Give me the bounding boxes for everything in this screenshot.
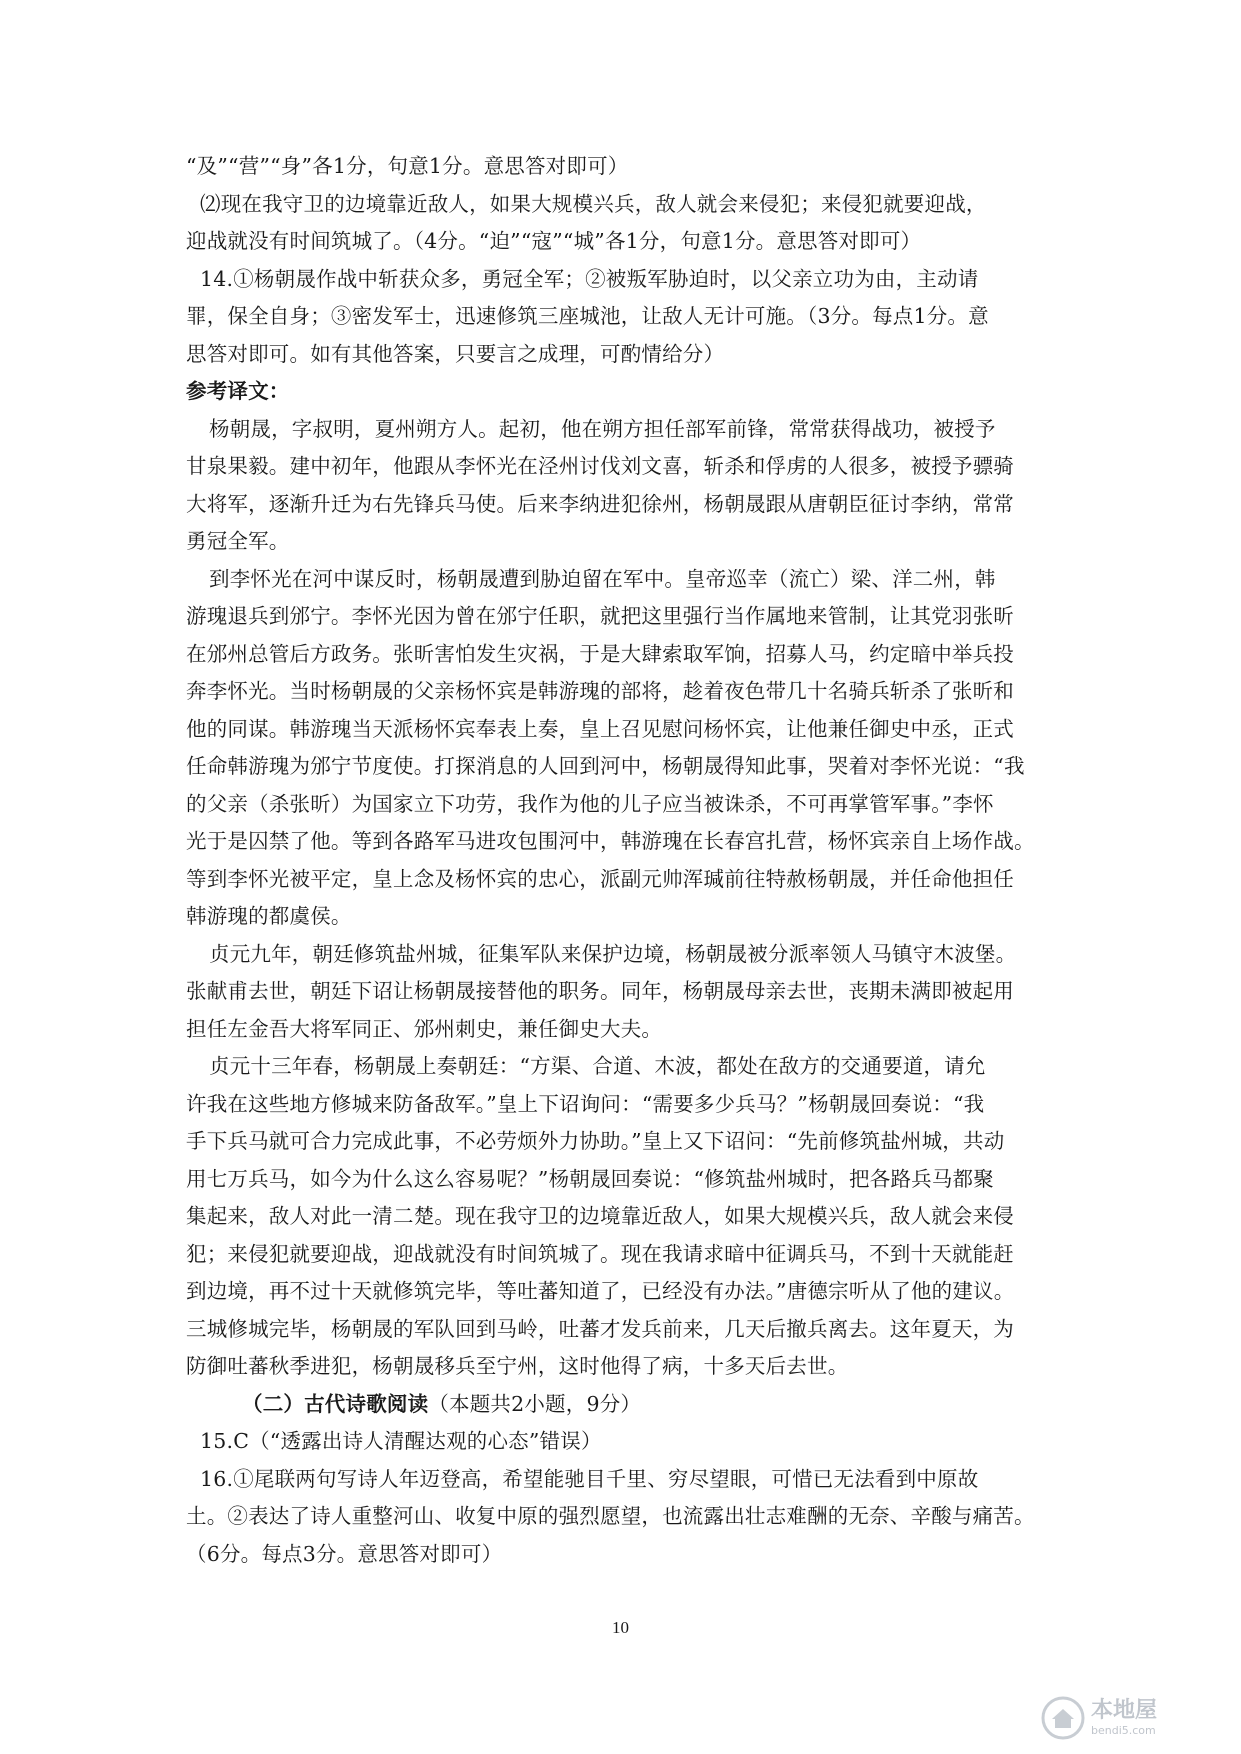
poetry-section-title	[186, 1386, 1066, 1424]
q13-item2-line: 迎战就没有时间筑城了。（4分。“迫”“寇”“城”各1分，句意1分。意思答对即可）	[186, 229, 922, 253]
translation-line: 手下兵马就可合力完成此事，不必劳烦外力协助。”皇上又下诏问：“先前修筑盐州城，共动	[186, 1129, 1005, 1153]
translation-line: 贞元十三年春，杨朝晟上奏朝廷：“方渠、合道、木波，都处在敌方的交通要道，请允	[209, 1054, 986, 1078]
translation-line: 三城修城完毕，杨朝晟的军队回到马岭，吐蕃才发兵前来，几天后撤兵离去。这年夏天，为	[186, 1316, 1014, 1341]
translation-line: 用七万兵马，如今为什么这么容易呢？”杨朝晟回奏说：“修筑盐州城时，把各路兵马都聚	[186, 1166, 994, 1191]
translation-line: 许我在这些地方修城来防备敌军。”皇上下诏询问：“需要多少兵马？”杨朝晟回奏说：“我	[186, 1091, 985, 1116]
page-number: 10	[612, 1618, 629, 1637]
q13-answer-line: “及”“营”“身”各1分，句意1分。意思答对即可）	[186, 154, 629, 178]
translation-line: 他的同谋。韩游瑰当天派杨怀宾奉表上奏，皇上召见慰问杨怀宾，让他兼任御史中丞，正式	[186, 716, 1014, 741]
translation-line: 到李怀光在河中谋反时，杨朝晟遭到胁迫留在军中。皇帝巡幸（流亡）梁、洋二州，韩	[209, 566, 996, 591]
translation-line: 杨朝晟，字叔明，夏州朔方人。起初，他在朔方担任部军前锋，常常获得战功，被授予	[209, 416, 996, 441]
watermark	[1041, 1690, 1221, 1746]
q14-answer-line: 罪，保全自身；③密发军士，迅速修筑三座城池，让敌人无计可施。（3分。每点1分。意	[186, 304, 989, 328]
translation-line: 任命韩游瑰为邠宁节度使。打探消息的人回到河中，杨朝晟得知此事，哭着对李怀光说：“我	[186, 754, 1025, 778]
q14-answer-line: 思答对即可。如有其他答案，只要言之成理，可酌情给分）	[186, 341, 725, 366]
house-logo-icon	[1041, 1696, 1085, 1740]
translation-line: 在邠州总管后方政务。张昕害怕发生灾祸，于是大肆索取军饷，招募人马，约定暗中举兵投	[186, 641, 1014, 666]
translation-line: 犯；来侵犯就要迎战，迎战就没有时间筑城了。现在我请求暗中征调兵马，不到十天就能赶	[186, 1241, 1014, 1266]
translation-line: 甘泉果毅。建中初年，他跟从李怀光在泾州讨伐刘文喜，斩杀和俘虏的人很多，被授予骠骑	[186, 454, 1014, 478]
q13-item2-line: ⑵现在我守卫的边境靠近敌人，如果大规模兴兵，敌人就会来侵犯；来侵犯就要迎战，	[200, 191, 987, 216]
translation-line: 集起来，敌人对此一清二楚。现在我守卫的边境靠近敌人，如果大规模兴兵，敌人就会来侵	[186, 1204, 1014, 1228]
translation-line: 担任左金吾大将军同正、邠州刺史，兼任御史大夫。	[186, 1016, 663, 1041]
translation-line: 勇冠全军。	[186, 529, 290, 553]
translation-line: 防御吐蕃秋季进犯，杨朝晟移兵至宁州，这时他得了病，十多天后去世。	[186, 1354, 849, 1378]
watermark-title: 本地屋	[1091, 1698, 1158, 1723]
translation-heading: 参考译文：	[186, 379, 290, 403]
translation-line: 大将军，逐渐升迁为右先锋兵马使。后来李纳进犯徐州，杨朝晟跟从唐朝臣征讨李纳，常常	[186, 491, 1014, 516]
translation-line: 到边境，再不过十天就修筑完毕，等吐蕃知道了，已经没有办法。”唐德宗听从了他的建议。	[186, 1279, 1015, 1303]
poetry-section-note: （本题共2小题，9分）	[428, 1391, 642, 1416]
translation-line: 奔李怀光。当时杨朝晟的父亲杨怀宾是韩游瑰的部将，趁着夜色带几十名骑兵斩杀了张昕和	[186, 679, 1014, 703]
translation-line: 的父亲（杀张昕）为国家立下功劳，我作为他的儿子应当被诛杀，不可再掌管军事。”李怀	[186, 791, 994, 816]
document-body	[186, 148, 1066, 1573]
translation-line: 光于是囚禁了他。等到各路军马进攻包围河中，韩游瑰在长春宫扎营，杨怀宾亲自上场作战。	[186, 829, 1035, 853]
q16-answer-line: 16.①尾联两句写诗人年迈登高，希望能驰目千里、穷尽望眼，可惜已无法看到中原故	[200, 1466, 979, 1491]
watermark-url: bendi5.com	[1091, 1724, 1156, 1737]
translation-line: 等到李怀光被平定，皇上念及杨怀宾的忠心，派副元帅浑瑊前往特赦杨朝晟，并任命他担任	[186, 866, 1014, 891]
q14-answer-line: 14.①杨朝晟作战中斩获众多，勇冠全军；②被叛军胁迫时，以父亲立功为由，主动请	[200, 266, 979, 291]
translation-line: 游瑰退兵到邠宁。李怀光因为曾在邠宁任职，就把这里强行当作属地来管制，让其党羽张昕	[186, 604, 1014, 628]
poetry-section-title-text: （二）古代诗歌阅读	[242, 1391, 429, 1416]
translation-line: 贞元九年，朝廷修筑盐州城，征集军队来保护边境，杨朝晟被分派率领人马镇守木波堡。	[209, 941, 1017, 966]
q15-answer: 15.C（“透露出诗人清醒达观的心态”错误）	[200, 1429, 602, 1453]
q16-answer-line: 土。②表达了诗人重整河山、收复中原的强烈愿望，也流露出壮志难酬的无奈、辛酸与痛苦。	[186, 1504, 1035, 1528]
translation-line: 韩游瑰的都虞侯。	[186, 904, 352, 928]
q16-answer-line: （6分。每点3分。意思答对即可）	[186, 1541, 503, 1566]
translation-line: 张献甫去世，朝廷下诏让杨朝晟接替他的职务。同年，杨朝晟母亲去世，丧期未满即被起用	[186, 979, 1014, 1003]
